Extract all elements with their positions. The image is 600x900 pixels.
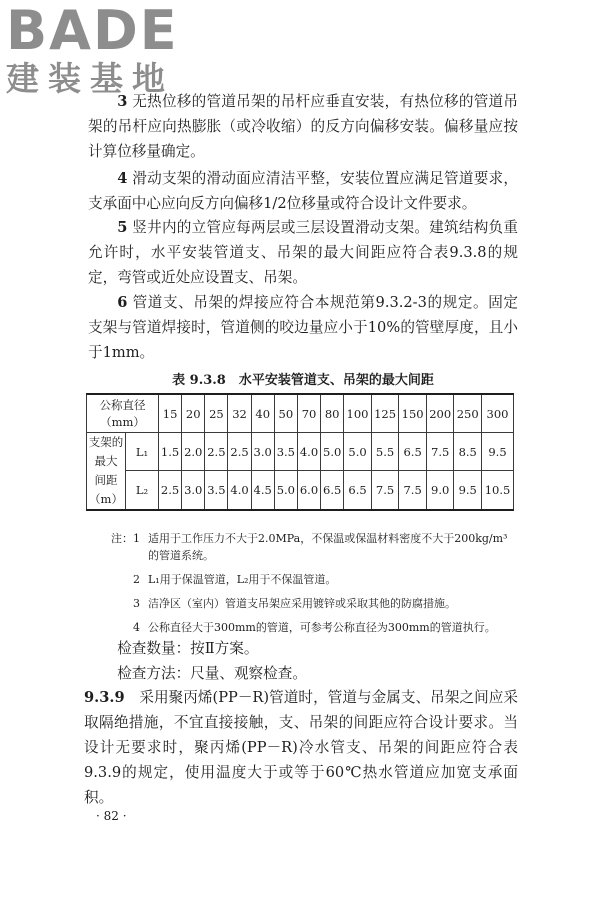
diameter-header-cell [87, 394, 159, 433]
diameter-cell: 300 [481, 394, 513, 433]
table-cell: 5.0 [344, 433, 372, 471]
note-text: 洁净区（室内）管道支吊架应采用镀锌或采取其他的防腐措施。 [148, 597, 456, 610]
table-cell: 7.5 [426, 433, 454, 471]
table-cell: 2.5 [159, 471, 182, 510]
table-cell: 4.0 [228, 471, 251, 510]
table-cell: 6.5 [399, 433, 427, 471]
table-notes [108, 530, 518, 643]
spacing-row-header [87, 433, 126, 511]
table-note [108, 571, 518, 588]
table-header-row [87, 394, 514, 433]
diameter-cell: 50 [274, 394, 297, 433]
table-cell: 10.5 [481, 471, 513, 510]
table-cell: 5.5 [371, 433, 399, 471]
row-label-l1: L₁ [126, 433, 159, 471]
table-cell: 7.5 [371, 471, 399, 510]
diameter-cell: 100 [344, 394, 372, 433]
table-row-l2 [87, 471, 514, 510]
table-cell: 1.5 [159, 433, 182, 471]
note-label: 3 [133, 597, 140, 610]
row-header-line: 最大 [94, 454, 118, 468]
row-header-line: 间距（m） [89, 473, 123, 506]
note-label: 4 [133, 621, 140, 634]
table-note [108, 595, 518, 612]
table-cell: 3.0 [251, 433, 274, 471]
clause-text: 采用聚丙烯(PP－R)管道时，管道与金属支、吊架之间应采取隔绝措施，不宜直接接触，支、吊架的间距应符合设计要求。当设计无要求时，聚丙烯(PP－R)冷水管支、吊架的间距应符合表9.3.9的规定，使用温度大于或等于60℃热水管道应加宽支承面积。 [84, 689, 518, 806]
table-cell: 3.0 [182, 471, 205, 510]
table-cell: 9.5 [481, 433, 513, 471]
diameter-cell: 25 [205, 394, 228, 433]
row-header-line: 支架的 [88, 435, 124, 449]
diameter-header-unit: （mm） [100, 414, 145, 429]
table-cell: 2.5 [205, 433, 228, 471]
item-number: 5 [117, 219, 128, 236]
table-cell: 3.5 [274, 433, 297, 471]
item-6 [88, 290, 518, 365]
table-cell: 7.5 [399, 471, 427, 510]
diameter-cell: 200 [426, 394, 454, 433]
item-3 [88, 89, 518, 164]
diameter-cell: 32 [228, 394, 251, 433]
item-number: 3 [117, 93, 128, 110]
note-text: L₁用于保温管道，L₂用于不保温管道。 [148, 573, 337, 586]
item-text: 管道支、吊架的焊接应符合本规范第9.3.2-3的规定。固定支架与管道焊接时，管道侧的咬边量应小于10%的管壁厚度，且小于1mm。 [88, 294, 518, 361]
item-text: 竖井内的立管应每两层或三层设置滑动支架。建筑结构负重允许时，水平安装管道支、吊架的最大间距应符合表9.3.8的规定，弯管或近处应设置支、吊架。 [88, 219, 518, 286]
page-number: · 82 · [96, 809, 127, 823]
table-note [108, 619, 518, 636]
table-cell: 8.5 [454, 433, 482, 471]
table-cell: 5.0 [274, 471, 297, 510]
diameter-cell: 40 [251, 394, 274, 433]
table-cell: 9.5 [454, 471, 482, 510]
logo-chinese-text: 建装基地 [6, 59, 174, 98]
diameter-cell: 80 [321, 394, 344, 433]
logo-wordmark: BADE [6, 0, 179, 62]
table-note [108, 530, 518, 564]
note-text: 适用于工作压力不大于2.0MPa，不保温或保温材料密度不大于200kg/m³的管道系统。 [148, 532, 508, 562]
table-cell: 2.5 [228, 433, 251, 471]
clause-number: 9.3.9 [84, 689, 125, 706]
note-label: 注：1 [111, 532, 140, 545]
check-method: 检查方法：尺量、观察检查。 [117, 665, 307, 682]
table-cell: 4.5 [251, 471, 274, 510]
table-row-l1 [87, 433, 514, 471]
item-number: 6 [117, 294, 128, 311]
item-5 [88, 215, 518, 290]
spacing-table [86, 393, 514, 511]
note-text: 公称直径大于300mm的管道，可参考公称直径为300mm的管道执行。 [148, 621, 496, 634]
clause-9-3-9 [84, 685, 518, 810]
diameter-cell: 70 [297, 394, 320, 433]
table-cell: 6.5 [344, 471, 372, 510]
table-title: 表 9.3.8 水平安装管道支、吊架的最大间距 [172, 373, 434, 388]
diameter-cell: 20 [182, 394, 205, 433]
table-cell: 6.5 [321, 471, 344, 510]
table-cell: 9.0 [426, 471, 454, 510]
diameter-cell: 150 [399, 394, 427, 433]
item-text: 滑动支架的滑动面应清洁平整，安装位置应满足管道要求，支承面中心应向反方向偏移1/2位移量或符合设计文件要求。 [88, 170, 518, 212]
row-label-l2: L₂ [126, 471, 159, 510]
table-cell: 2.0 [182, 433, 205, 471]
item-number: 4 [117, 170, 128, 187]
table-cell: 3.5 [205, 471, 228, 510]
diameter-header-label: 公称直径 [99, 397, 146, 412]
diameter-cell: 250 [454, 394, 482, 433]
publisher-logo [6, 0, 179, 98]
item-text: 无热位移的管道吊架的吊杆应垂直安装，有热位移的管道吊架的吊杆应向热膨胀（或冷收缩）的反方向偏移安装。偏移量应按计算位移量确定。 [88, 93, 518, 160]
table-cell: 4.0 [297, 433, 320, 471]
diameter-cell: 125 [371, 394, 399, 433]
table-cell: 5.0 [321, 433, 344, 471]
check-quantity: 检查数量：按Ⅱ方案。 [117, 640, 259, 657]
note-label: 2 [133, 573, 140, 586]
table-cell: 6.0 [297, 471, 320, 510]
item-4 [88, 166, 518, 216]
diameter-cell: 15 [159, 394, 182, 433]
